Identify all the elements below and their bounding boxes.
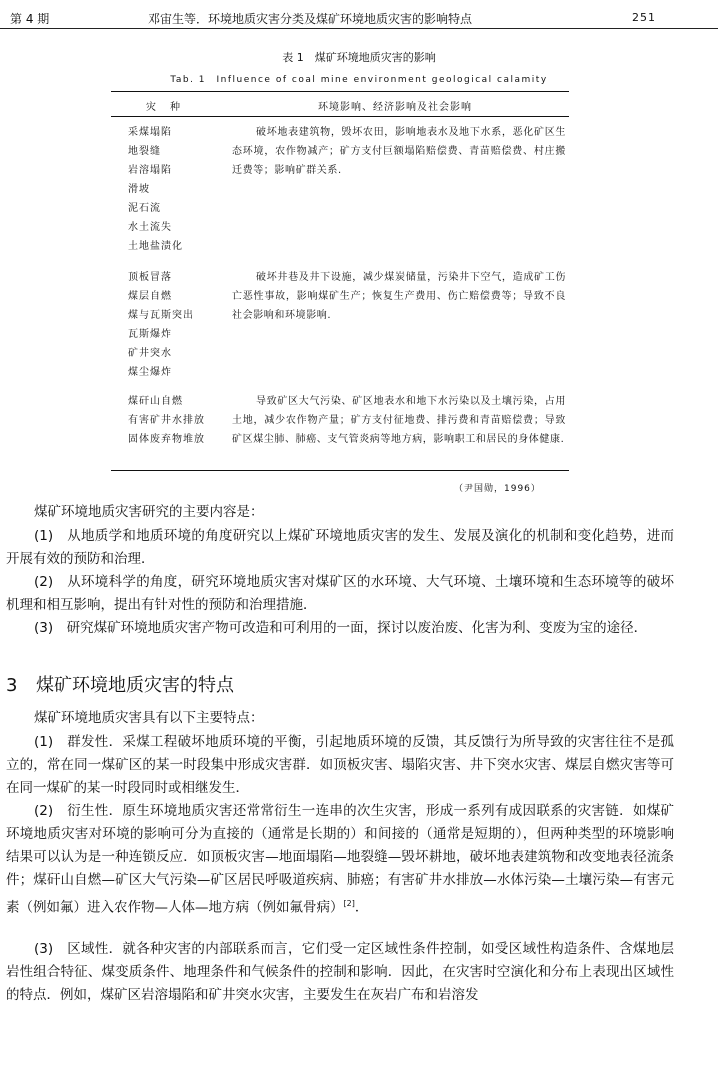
type-cell: 水土流失 — [128, 222, 172, 233]
table-header-type: 灾种 — [146, 102, 194, 113]
type-cell: 采煤塌陷 — [128, 127, 172, 138]
type-cell: 瓦斯爆炸 — [128, 329, 172, 340]
table-source: （尹国勋，1996） — [454, 484, 541, 494]
paragraph: (1) 从地质学和地质环境的角度研究以上煤矿环境地质灾害的发生、发展及演化的机制和变化趋势，进而开展有效的预防和治理． — [6, 528, 674, 567]
type-cell: 滑坡 — [128, 184, 150, 195]
paragraph: 煤矿环境地质灾害研究的主要内容是： — [34, 504, 264, 520]
issue-label: 第 4 期 — [10, 12, 50, 26]
table-row-types — [128, 268, 194, 382]
running-header — [0, 0, 718, 28]
table-row-types — [128, 123, 183, 256]
type-cell: 固体废弃物堆放 — [128, 434, 205, 445]
paragraph-text: (2) 衍生性．原生环境地质灾害还常常衍生一连串的次生灾害，形成一系列有成因联系的灾害链．如煤矿环境地质灾害对环境的影响可分为直接的（通常是长期的）和间接的（通常是短期的），但两种类型的环境影响结果可以认为是一种连锁反应．如顶板灾害—地面塌陷—地裂缝—毁坏耕地，破坏地表建筑物和改变地表径流条件；煤矸山自燃—矿区大气污染—矿区居民呼吸道疾病、肺癌；有害矿井水排放—水体污染—土壤污染—有害元素（例如氟）进入农作物—人体—地方病（例如氟骨病） — [6, 803, 674, 916]
paragraph: (2) 从环境科学的角度，研究环境地质灾害对煤矿区的水环境、大气环境、土壤环境和生态环境等的破坏机理和相互影响，提出有针对性的预防和治理措施． — [6, 574, 674, 613]
type-cell: 煤层自燃 — [128, 291, 172, 302]
table-row-effect: 破坏地表建筑物，毁坏农田，影响地表水及地下水系，恶化矿区生态环境，农作物减产；矿方支付巨额塌陷赔偿费、青苗赔偿费、村庄搬迁费等；影响矿群关系. — [232, 127, 566, 176]
table-row-effect: 导致矿区大气污染、矿区地表水和地下水污染以及土壤污染，占用土地，减少农作物产量；矿方支付征地费、排污费和青苗赔偿费；导致矿区煤尘肺、肺癌、支气管炎病等地方病，影响职工和居民的身体健康. — [232, 396, 566, 445]
type-cell: 泥石流 — [128, 203, 161, 214]
type-cell: 地裂缝 — [128, 146, 161, 157]
header-rule — [0, 28, 718, 29]
paragraph: (3) 区域性．就各种灾害的内部联系而言，它们受一定区域性条件控制，如受区域性构造条件、含煤地层岩性组合特征、煤变质条件、地理条件和气候条件的控制和影响．因此，在灾害时空演化和分布上表现出区域性的特点．例如，煤矿区岩溶塌陷和矿井突水灾害，主要发生在灰岩广布和岩溶发 — [6, 941, 674, 1003]
type-cell: 煤矸山自燃 — [128, 396, 183, 407]
section-number: 3 — [6, 675, 18, 696]
type-cell: 岩溶塌陷 — [128, 165, 172, 176]
section-title: 煤矿环境地质灾害的特点 — [36, 675, 234, 696]
type-cell: 土地盐渍化 — [128, 241, 183, 252]
table-caption-english: Tab. 1 Influence of coal mine environment geological calamity — [170, 75, 548, 85]
type-cell: 煤与瓦斯突出 — [128, 310, 194, 321]
section-heading — [6, 671, 234, 697]
type-cell: 煤尘爆炸 — [128, 367, 172, 378]
table-top-rule — [111, 91, 569, 92]
type-cell: 顶板冒落 — [128, 272, 172, 283]
page-number: 251 — [632, 11, 656, 24]
paragraph: 煤矿环境地质灾害具有以下主要特点： — [34, 710, 264, 726]
citation: [2] — [343, 899, 355, 908]
type-cell: 有害矿井水排放 — [128, 415, 205, 426]
table-header-impact: 环境影响、经济影响及社会影响 — [318, 102, 472, 113]
paragraph-end: ． — [354, 899, 369, 916]
paragraph: (3) 研究煤矿环境地质灾害产物可改造和可利用的一面，探讨以废治废、化害为利、变废为宝的途径． — [34, 620, 648, 636]
table-header-rule — [111, 116, 569, 117]
table-caption: 表 1 煤矿环境地质灾害的影响 — [282, 51, 436, 64]
table-bottom-rule — [111, 470, 569, 471]
type-cell: 矿井突水 — [128, 348, 172, 359]
paragraph — [6, 800, 674, 920]
paragraph: (1) 群发性．采煤工程破坏地质环境的平衡，引起地质环境的反馈，其反馈行为所导致的灾害往往不是孤立的，常在同一煤矿区的某一时段集中形成灾害群．如顶板灾害、塌陷灾害、井下突水灾害、煤层自燃灾害等可在同一煤矿的某一时段同时或相继发生． — [6, 734, 674, 796]
running-title: 邓宙生等．环境地质灾害分类及煤矿环境地质灾害的影响特点 — [148, 12, 473, 26]
table-row-types — [128, 392, 205, 449]
table-row-effect: 破坏井巷及井下设施，减少煤炭储量，污染井下空气，造成矿工伤亡恶性事故，影响煤矿生产；恢复生产费用、伤亡赔偿费等；导致不良社会影响和环境影响. — [232, 272, 566, 321]
